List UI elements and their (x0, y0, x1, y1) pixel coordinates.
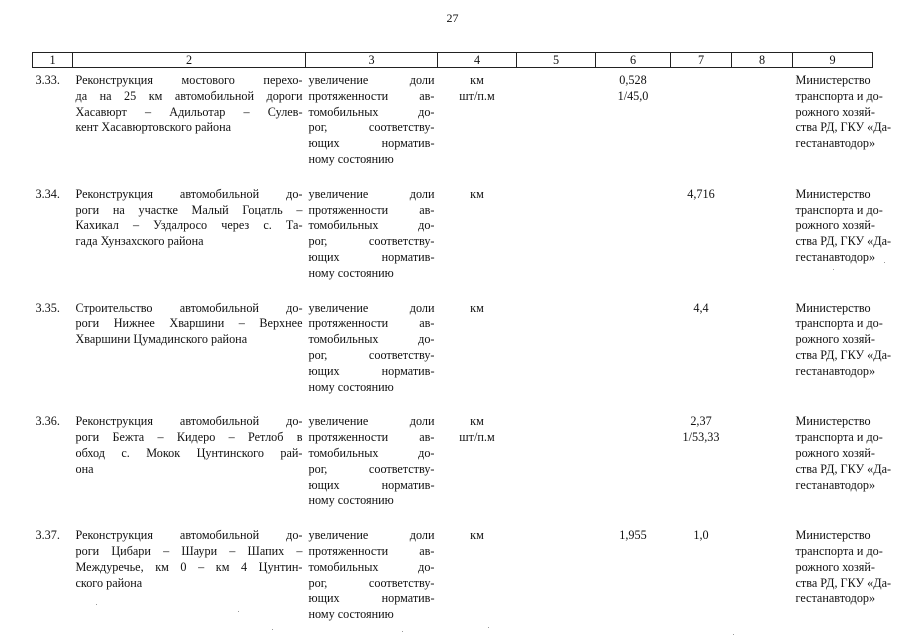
purpose-text-line: протяженности ав- (308, 88, 435, 103)
object-name-line: Хваршини Цумадинского района (75, 332, 248, 347)
unit-cell-line: шт/п.м (459, 88, 495, 103)
purpose-text (306, 523, 438, 637)
object-name-line: роги Бежта – Кидеро – Ретлоб в (75, 430, 303, 445)
col5-value (517, 523, 596, 637)
purpose-text-line: томобильных до- (308, 559, 435, 574)
col5-value (517, 68, 596, 182)
object-name (73, 68, 306, 182)
col6-value (596, 182, 671, 296)
row-number: 3.37. (35, 528, 60, 543)
purpose-text-line: ющих норматив- (308, 591, 435, 606)
object-name (73, 409, 306, 523)
purpose-text-line: увеличение доли (308, 528, 435, 543)
column-header-1: 1 (33, 53, 73, 68)
purpose-text-line: увеличение доли (308, 73, 435, 87)
table-body (33, 68, 892, 637)
page-number: 27 (446, 11, 459, 25)
purpose-text-line: томобильных до- (308, 104, 435, 119)
purpose-text-line: ному состоянию (308, 607, 394, 622)
object-name-line: Междуречье, км 0 – км 4 Цунтин- (75, 559, 303, 574)
responsible-org-line: рожного хозяй- (795, 445, 875, 460)
responsible-org (793, 182, 892, 296)
purpose-text (306, 68, 438, 182)
purpose-text-line: протяженности ав- (308, 543, 435, 558)
row-number: 3.35. (35, 300, 60, 315)
col7-value-line: 1,0 (693, 528, 709, 543)
responsible-org-line: гестанавтодор» (795, 477, 876, 492)
object-name-line: Кахикал – Уздалросо через с. Та- (75, 218, 303, 233)
responsible-org-line: транспорта и до- (795, 88, 883, 103)
col5-value (517, 182, 596, 296)
unit-cell-line: км (470, 414, 484, 429)
col7-value (671, 409, 732, 523)
purpose-text-line: увеличение доли (308, 186, 435, 201)
responsible-org-line: рожного хозяй- (795, 332, 875, 347)
purpose-text-line: ющих норматив- (308, 136, 435, 151)
unit-cell-line: км (470, 528, 484, 543)
purpose-text-line: рог, соответству- (308, 120, 435, 135)
responsible-org-line: транспорта и до- (795, 202, 883, 217)
program-table (32, 52, 892, 637)
responsible-org-line: рожного хозяй- (795, 559, 875, 574)
unit-cell-line: км (470, 73, 484, 87)
object-name-line: Реконструкция автомобильной до- (75, 186, 303, 201)
col8-value (732, 523, 793, 637)
object-name-line: Хасавюрт – Адильотар – Сулев- (75, 104, 303, 119)
object-name-line: ского района (75, 575, 143, 590)
object-name-line: Реконструкция автомобильной до- (75, 414, 303, 429)
purpose-text-line: ющих норматив- (308, 363, 435, 378)
object-name (73, 296, 306, 410)
col7-value-line: 1/53,33 (682, 430, 720, 445)
row-number: 3.34. (35, 186, 60, 201)
responsible-org (793, 523, 892, 637)
object-name-line: роги на участке Малый Гоцатль – (75, 202, 303, 217)
purpose-text-line: ному состоянию (308, 379, 394, 394)
responsible-org-line: Министерство (795, 73, 871, 87)
purpose-text-line: протяженности ав- (308, 316, 435, 331)
col7-value (671, 182, 732, 296)
purpose-text (306, 182, 438, 296)
object-name-line: роги Цибари – Шаури – Шапих – (75, 543, 303, 558)
col7-value-line: 4,716 (687, 186, 715, 201)
table-row (33, 182, 873, 296)
responsible-org-line: ства РД, ГКУ «Да- (795, 347, 892, 362)
column-header-8: 8 (732, 53, 793, 68)
purpose-text-line: рог, соответству- (308, 347, 435, 362)
object-name (73, 523, 306, 637)
responsible-org (793, 68, 892, 182)
unit-cell (438, 68, 517, 182)
row-number: 3.36. (35, 414, 60, 429)
object-name-line: роги Нижнее Хваршини – Верхнее (75, 316, 303, 331)
responsible-org-line: ства РД, ГКУ «Да- (795, 575, 892, 590)
responsible-org-line: гестанавтодор» (795, 363, 876, 378)
responsible-org-line: Министерство (795, 300, 871, 315)
column-header-7: 7 (671, 53, 732, 68)
column-header-4: 4 (438, 53, 517, 68)
responsible-org-line: гестанавтодор» (795, 249, 876, 264)
column-header-3: 3 (306, 53, 438, 68)
col8-value (732, 68, 793, 182)
column-header-9: 9 (793, 53, 873, 68)
column-header-2: 2 (73, 53, 306, 68)
purpose-text-line: томобильных до- (308, 445, 435, 460)
responsible-org-line: транспорта и до- (795, 543, 883, 558)
col7-value-line: 2,37 (690, 414, 712, 429)
responsible-org-line: Министерство (795, 186, 871, 201)
purpose-text-line: ному состоянию (308, 151, 394, 166)
col8-value (732, 296, 793, 410)
row-number: 3.33. (35, 73, 60, 87)
col7-value (671, 296, 732, 410)
purpose-text-line: увеличение доли (308, 300, 435, 315)
purpose-text-line: ному состоянию (308, 493, 394, 508)
purpose-text (306, 409, 438, 523)
col5-value (517, 409, 596, 523)
col6-value (596, 409, 671, 523)
object-name-line: Реконструкция автомобильной до- (75, 528, 303, 543)
responsible-org-line: гестанавтодор» (795, 136, 876, 151)
column-header-6: 6 (596, 53, 671, 68)
unit-cell-line: шт/п.м (459, 430, 495, 445)
unit-cell-line: км (470, 300, 484, 315)
purpose-text-line: томобильных до- (308, 332, 435, 347)
col6-value (596, 523, 671, 637)
object-name-line: обход с. Мокок Цунтинского рай- (75, 445, 303, 460)
col6-value-line: 0,528 (619, 73, 647, 87)
responsible-org (793, 409, 892, 523)
col6-value (596, 296, 671, 410)
col7-value (671, 523, 732, 637)
purpose-text-line: томобильных до- (308, 218, 435, 233)
purpose-text-line: увеличение доли (308, 414, 435, 429)
col5-value (517, 296, 596, 410)
unit-cell (438, 523, 517, 637)
responsible-org-line: Министерство (795, 528, 871, 543)
responsible-org-line: ства РД, ГКУ «Да- (795, 120, 892, 135)
purpose-text-line: протяженности ав- (308, 430, 435, 445)
col6-value-line: 1,955 (619, 528, 647, 543)
responsible-org-line: транспорта и до- (795, 316, 883, 331)
column-header-5: 5 (517, 53, 596, 68)
responsible-org-line: рожного хозяй- (795, 218, 875, 233)
responsible-org-line: гестанавтодор» (795, 591, 876, 606)
responsible-org-line: транспорта и до- (795, 430, 883, 445)
purpose-text-line: ющих норматив- (308, 477, 435, 492)
responsible-org (793, 296, 892, 410)
col8-value (732, 409, 793, 523)
unit-cell-line: км (470, 186, 484, 201)
object-name-line: гада Хунзахского района (75, 234, 204, 249)
purpose-text-line: ющих норматив- (308, 249, 435, 264)
unit-cell (438, 409, 517, 523)
table-row (33, 296, 873, 410)
purpose-text (306, 296, 438, 410)
purpose-text-line: ному состоянию (308, 265, 394, 280)
col7-value (671, 68, 732, 182)
responsible-org-line: ства РД, ГКУ «Да- (795, 461, 892, 476)
responsible-org-line: ства РД, ГКУ «Да- (795, 234, 892, 249)
object-name-line: Реконструкция мостового перехо- (75, 73, 303, 87)
purpose-text-line: рог, соответству- (308, 461, 435, 476)
purpose-text-line: рог, соответству- (308, 575, 435, 590)
col8-value (732, 182, 793, 296)
table-row (33, 68, 873, 182)
object-name-line: Строительство автомобильной до- (75, 300, 303, 315)
table-row (33, 523, 873, 637)
header-row (33, 53, 873, 68)
responsible-org-line: Министерство (795, 414, 871, 429)
object-name-line: да на 25 км автомобильной дороги (75, 88, 303, 103)
table-row (33, 409, 873, 523)
object-name-line: кент Хасавюртовского района (75, 120, 232, 135)
object-name-line: она (75, 461, 94, 476)
unit-cell (438, 296, 517, 410)
object-name (73, 182, 306, 296)
responsible-org-line: рожного хозяй- (795, 104, 875, 119)
col6-value (596, 68, 671, 182)
col6-value-line: 1/45,0 (617, 88, 649, 103)
purpose-text-line: рог, соответству- (308, 234, 435, 249)
unit-cell (438, 182, 517, 296)
purpose-text-line: протяженности ав- (308, 202, 435, 217)
col7-value-line: 4,4 (693, 300, 709, 315)
